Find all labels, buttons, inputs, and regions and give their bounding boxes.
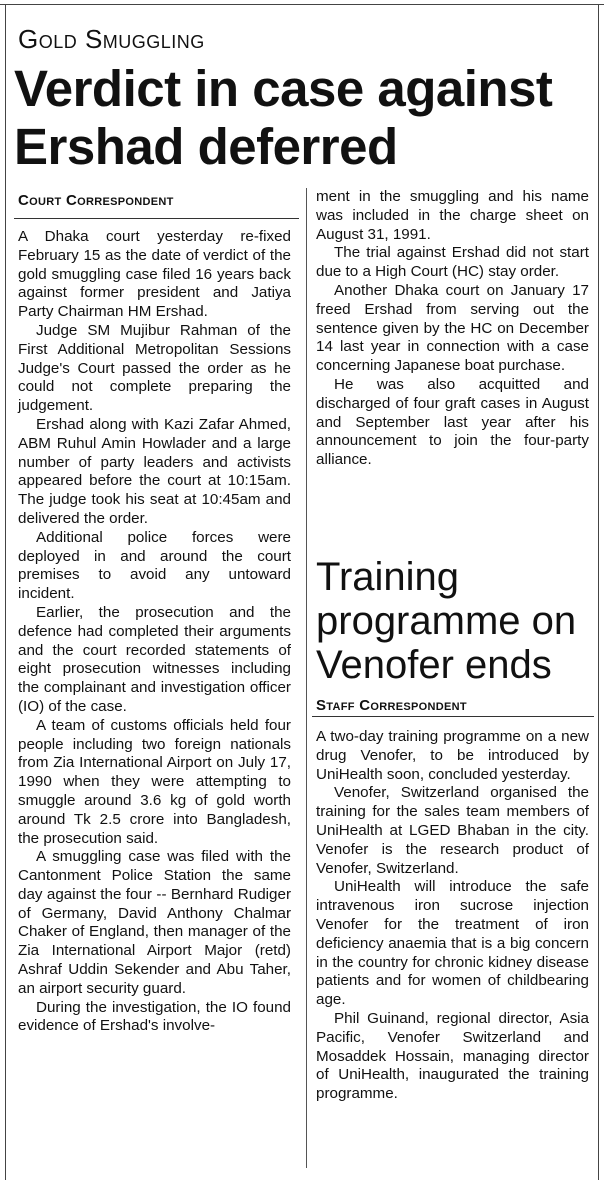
- top-border-rule: [0, 4, 604, 5]
- article2-paragraph: Phil Guinand, regional director, Asia Pacific, Venofer Switzerland and Mosaddek Hossain, managing director of UniHealth, inaugurated the training programme.: [316, 1009, 589, 1103]
- article1-paragraph: During the investigation, the IO found evidence of Ershad's involve-: [18, 998, 291, 1035]
- article2-headline: Training programme on Venofer ends: [316, 555, 577, 687]
- article1-paragraph: A team of customs officials held four people including two foreign nationals from Zia International Airport on July 17, 1990 when they were attempting to smuggle around 3.6 kg of gold worth around Tk 2.5 crore into Bangladesh, the prosecution said.: [18, 716, 291, 847]
- article1-paragraph: ment in the smuggling and his name was included in the charge sheet on August 31, 1991.: [316, 188, 589, 243]
- left-border-rule: [5, 5, 6, 1180]
- article1-paragraph: He was also acquitted and discharged of four graft cases in August and September last year after his announcement to join the four-party alliance.: [316, 375, 589, 469]
- article1-paragraph: The trial against Ershad did not start due to a High Court (HC) stay order.: [316, 244, 589, 281]
- article1-paragraph: Earlier, the prosecution and the defence had completed their arguments and the court recorded statements of eight prosecution witnesses including the complainant and investigation officer (IO) of the case.: [18, 603, 291, 715]
- article1-kicker: Gold Smuggling: [18, 24, 205, 54]
- article1-paragraph: Additional police forces were deployed in and around the court premises to avoid any untoward incident.: [18, 528, 291, 603]
- article1-column-2: [316, 188, 589, 470]
- article1-paragraph: Judge SM Mujibur Rahman of the First Additional Metropolitan Sessions Judge's Court passed the order as he could not complete preparing the judgement.: [18, 321, 291, 415]
- article1-headline: Verdict in case against Ershad deferred: [14, 60, 553, 175]
- column-divider: [306, 188, 307, 1168]
- article2-byline: Staff Correspondent: [316, 697, 467, 714]
- article2-paragraph: UniHealth will introduce the safe intravenous iron sucrose injection Venofer for the treatment of iron deficiency anaemia that is a big concern in the country for chronic kidney disease patients and for women of childbearing age.: [316, 878, 589, 1009]
- article1-byline-rule: [14, 218, 299, 219]
- article2-paragraph: Venofer, Switzerland organised the training for the sales team members of UniHealth at LGED Bhaban in the city. Venofer is the research product of Venofer, Switzerland.: [316, 784, 589, 877]
- article1-paragraph: Another Dhaka court on January 17 freed Ershad from serving out the sentence given by the HC on December 14 last year in connection with a case concerning Japanese boat purchase.: [316, 281, 589, 375]
- right-border-rule: [598, 5, 599, 1180]
- article1-column-1: [18, 228, 291, 1036]
- article2-header: [316, 555, 594, 714]
- article1-paragraph: A Dhaka court yesterday re-fixed February 15 as the date of verdict of the gold smuggling case filed 16 years back against former president and Jatiya Party Chairman HM Ershad.: [18, 228, 291, 321]
- article2-column: [316, 728, 589, 1104]
- article2-paragraph: A two-day training programme on a new drug Venofer, to be introduced by UniHealth soon, concluded yesterday.: [316, 728, 589, 783]
- article1-byline: Court Correspondent: [18, 192, 174, 209]
- article1-paragraph: A smuggling case was filed with the Cantonment Police Station the same day against the four -- Bernhard Rudiger of Germany, David Anthony Chalmar Chaker of England, then manager of the Zia International Airport Major (retd) Ashraf Uddin Sekender and Abu Taher, an airport security guard.: [18, 848, 291, 997]
- article2-byline-rule: [312, 716, 594, 717]
- article1-paragraph: Ershad along with Kazi Zafar Ahmed, ABM Ruhul Amin Howlader and a large number of party leaders and activists appeared before the court at 10:15am. The judge took his seat at 10:45am and delivered the order.: [18, 415, 291, 527]
